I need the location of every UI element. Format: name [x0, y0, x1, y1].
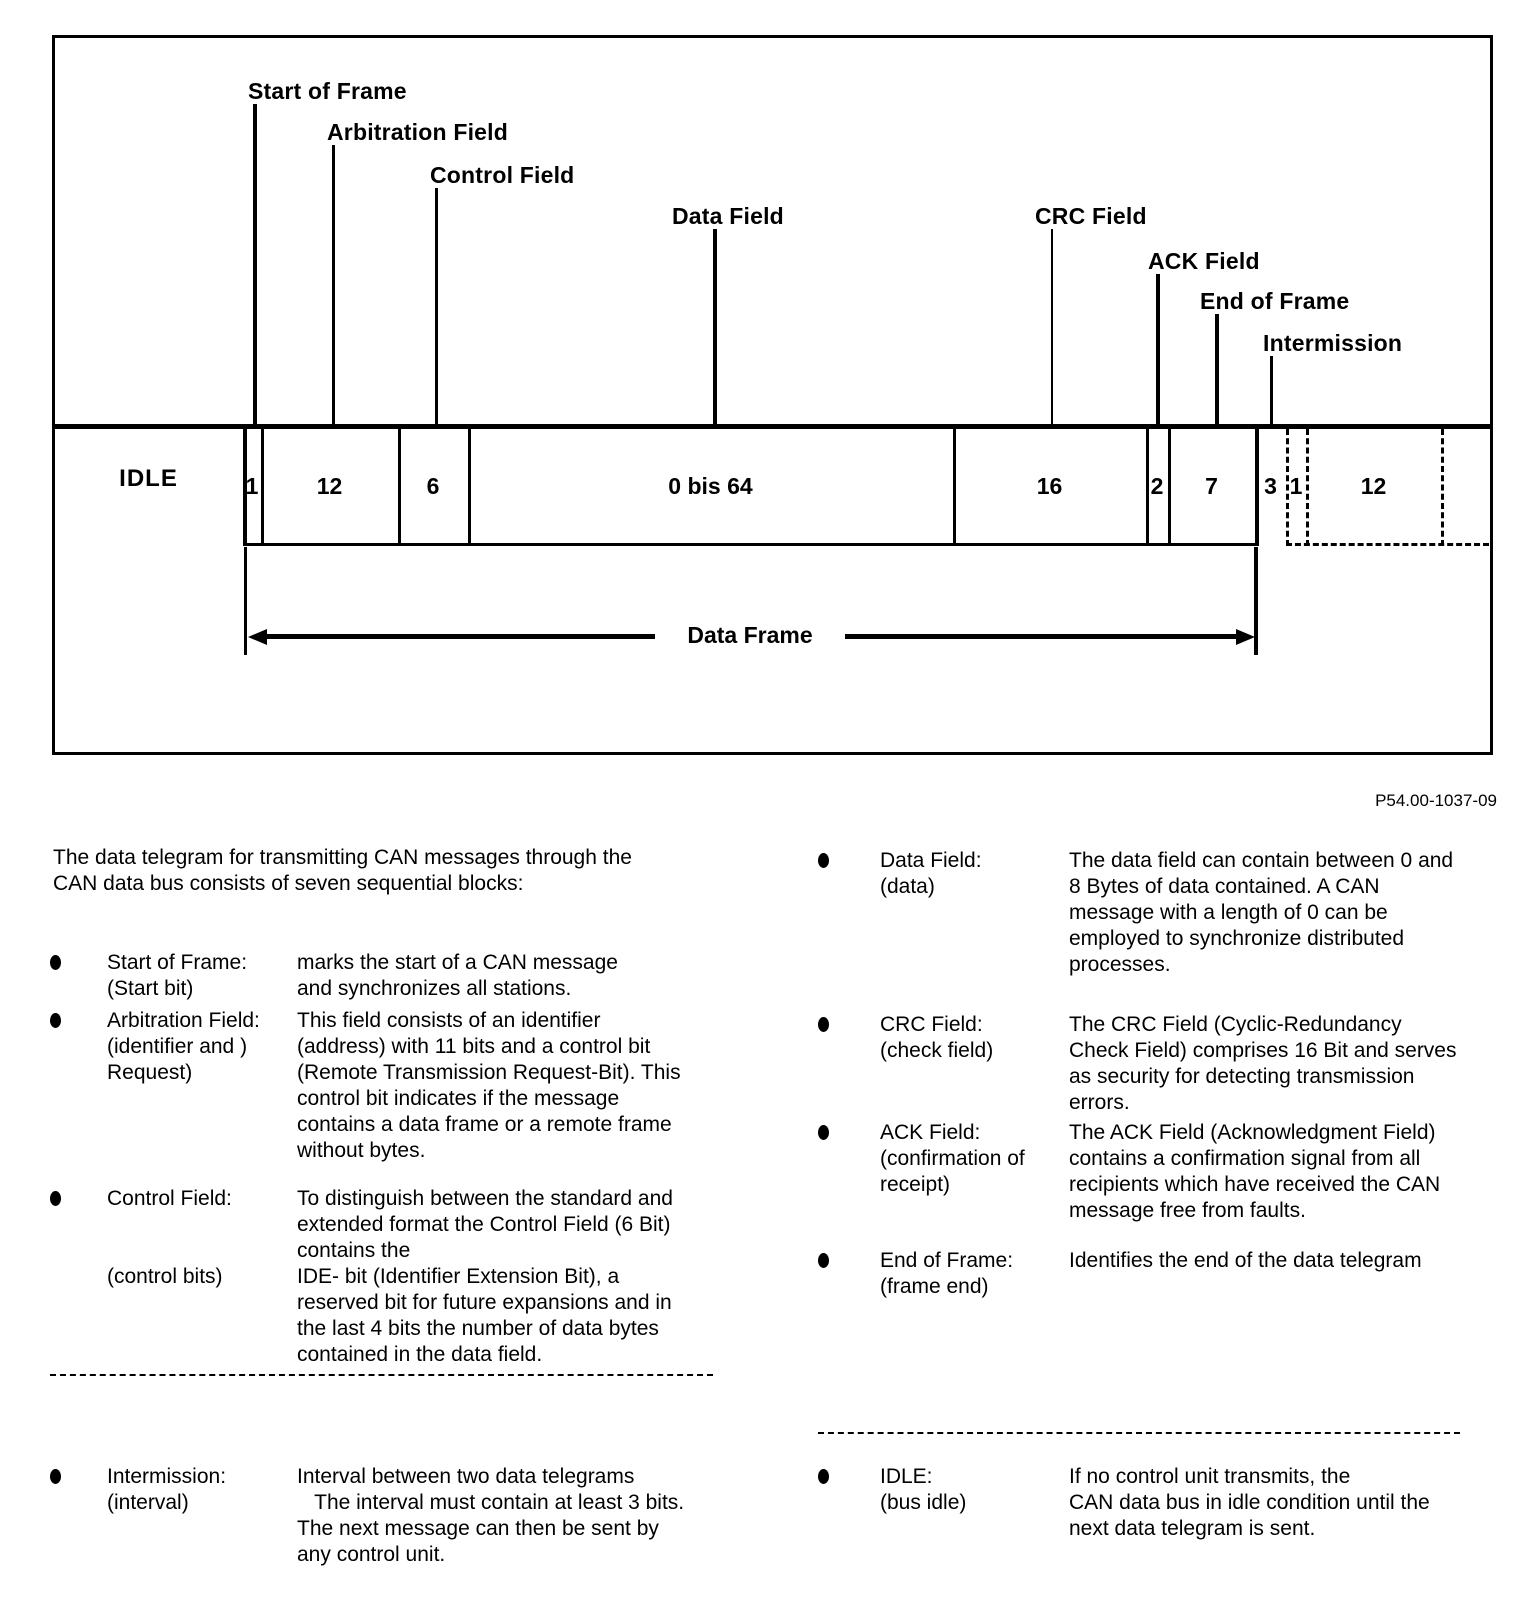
definition-item: [818, 1012, 1457, 1116]
description-column: [297, 950, 618, 1002]
field-label: Data Field: [672, 203, 784, 229]
term-line: [107, 1238, 297, 1264]
term-line: End of Frame:: [880, 1249, 1014, 1272]
field-leader-line: [1215, 314, 1219, 424]
description-line: message free from faults.: [1069, 1199, 1306, 1222]
dataframe-label: Data Frame: [687, 622, 813, 648]
term-line: (bus idle): [880, 1491, 967, 1514]
definition-item-grid: [818, 1012, 1457, 1116]
description-column: [1069, 848, 1453, 978]
definition-item: [50, 1008, 681, 1164]
field-leader-line: [253, 104, 257, 424]
description-line: contains a data frame or a remote frame: [297, 1113, 672, 1136]
term-column: [880, 1120, 1069, 1224]
description-line: This field consists of an identifier: [297, 1009, 601, 1032]
term-line: (Start bit): [107, 977, 194, 1000]
field-leader-line: [332, 145, 335, 424]
bullet-icon: [818, 1469, 829, 1484]
bullet-cell: [818, 848, 880, 978]
idle-label: IDLE: [119, 465, 178, 492]
bullet-icon: [50, 1191, 61, 1206]
description-column: [297, 1186, 673, 1368]
intro-paragraph: [53, 845, 632, 897]
term-line: (confirmation of: [880, 1147, 1025, 1170]
segment-bottom-line-dashed: [1286, 543, 1489, 546]
definition-item-grid: [50, 1008, 681, 1164]
bullet-cell: [50, 1008, 107, 1164]
description-line: contains the: [297, 1239, 411, 1262]
field-label: Intermission: [1263, 330, 1403, 356]
description-line: Interval between two data telegrams: [297, 1465, 635, 1488]
segment-value: 3: [1264, 472, 1277, 499]
bullet-cell: [818, 1464, 880, 1542]
description-line: any control unit.: [297, 1543, 446, 1566]
description-column: [1069, 1120, 1440, 1224]
description-line: marks the start of a CAN message: [297, 951, 618, 974]
description-line: (Remote Transmission Request-Bit). This: [297, 1061, 681, 1084]
description-line: processes.: [1069, 953, 1171, 976]
definition-item-grid: [50, 950, 618, 1002]
description-line: recipients which have received the CAN: [1069, 1173, 1441, 1196]
description-line: the last 4 bits the number of data bytes: [297, 1317, 659, 1340]
segment-value: 12: [1360, 472, 1387, 499]
term-column: [880, 1248, 1069, 1300]
definition-item: [50, 1186, 673, 1368]
definition-item: [50, 1464, 684, 1568]
definition-item-grid: [818, 1464, 1430, 1542]
term-line: Intermission:: [107, 1465, 227, 1488]
description-line: The interval must contain at least 3 bits.: [297, 1491, 685, 1514]
segment-value: 2: [1150, 472, 1164, 499]
term-line: Data Field:: [880, 849, 982, 872]
definition-item: [818, 1464, 1430, 1542]
bullet-icon: [818, 1125, 829, 1140]
field-label: CRC Field: [1035, 203, 1147, 229]
description-line: without bytes.: [297, 1139, 426, 1162]
term-line: (check field): [880, 1039, 994, 1062]
description-column: [1069, 1012, 1457, 1116]
intro-line: The data telegram for transmitting CAN messages through the: [53, 846, 632, 869]
term-line: receipt): [880, 1173, 951, 1196]
description-line: employed to synchronize distributed: [1069, 927, 1405, 950]
field-leader-line: [435, 188, 438, 424]
term-column: [107, 950, 297, 1002]
segment-divider-dashed: [1441, 429, 1444, 546]
description-column: [297, 1464, 684, 1568]
field-label: Control Field: [430, 162, 575, 188]
term-column: [107, 1008, 297, 1164]
description-line: 8 Bytes of data contained. A CAN: [1069, 875, 1380, 898]
segment-bottom-line: [243, 543, 1258, 546]
description-line: extended format the Control Field (6 Bit): [297, 1213, 671, 1236]
term-column: [880, 1012, 1069, 1116]
field-leader-line: [1270, 356, 1273, 424]
field-label: ACK Field: [1148, 248, 1260, 274]
definition-item: [818, 1248, 1422, 1300]
intro-line: CAN data bus consists of seven sequential blocks:: [53, 872, 524, 895]
description-line: IDE- bit (Identifier Extension Bit), a: [297, 1265, 620, 1288]
bullet-icon: [818, 1017, 829, 1032]
segment-value: 6: [426, 472, 440, 499]
definition-item-grid: [50, 1464, 684, 1568]
section-separator-left: [50, 1374, 713, 1376]
term-line: (data): [880, 875, 935, 898]
description-line: contained in the data field.: [297, 1343, 543, 1366]
definition-item-grid: [818, 1248, 1422, 1300]
description-line: The CRC Field (Cyclic-Redundancy: [1069, 1013, 1402, 1036]
term-line: Start of Frame:: [107, 951, 248, 974]
description-line: If no control unit transmits, the: [1069, 1465, 1351, 1488]
segment-value: 12: [316, 472, 343, 499]
bullet-cell: [818, 1120, 880, 1224]
description-line: To distinguish between the standard and: [297, 1187, 673, 1210]
segment-value: 1: [245, 472, 259, 499]
dataframe-terminator-left: [244, 547, 247, 655]
field-leader-line: [1051, 229, 1053, 424]
field-label: End of Frame: [1200, 288, 1350, 314]
term-line: Request): [107, 1061, 193, 1084]
dataframe-arrow-line-right: [845, 634, 1240, 639]
definition-item: [50, 950, 618, 1002]
description-line: The next message can then be sent by: [297, 1517, 659, 1540]
field-leader-line: [1156, 274, 1160, 424]
bullet-cell: [818, 1248, 880, 1300]
bullet-icon: [818, 1253, 829, 1268]
description-line: contains a confirmation signal from all: [1069, 1147, 1421, 1170]
description-line: next data telegram is sent.: [1069, 1517, 1316, 1540]
description-line: The data field can contain between 0 and: [1069, 849, 1454, 872]
bullet-cell: [50, 950, 107, 1002]
description-column: [1069, 1248, 1422, 1300]
term-line: (interval): [107, 1491, 189, 1514]
description-line: and synchronizes all stations.: [297, 977, 572, 1000]
field-leader-line: [713, 229, 717, 424]
definition-item: [818, 848, 1453, 978]
dataframe-arrow-line-left: [262, 634, 655, 639]
term-column: [107, 1186, 297, 1368]
bullet-icon: [50, 955, 61, 970]
term-line: CRC Field:: [880, 1013, 983, 1036]
description-line: errors.: [1069, 1091, 1130, 1114]
term-line: Arbitration Field:: [107, 1009, 260, 1032]
description-line: The ACK Field (Acknowledgment Field): [1069, 1121, 1436, 1144]
segment-value: 0 bis 64: [668, 472, 753, 499]
bullet-cell: [50, 1464, 107, 1568]
term-line: Control Field:: [107, 1187, 232, 1210]
bullet-cell: [50, 1186, 107, 1368]
description-line: control bit indicates if the message: [297, 1087, 620, 1110]
description-column: [297, 1008, 681, 1164]
figure-code: P54.00-1037-09: [1375, 791, 1497, 810]
bullet-cell: [818, 1012, 880, 1116]
field-label: Arbitration Field: [327, 119, 509, 145]
term-line: [107, 1212, 297, 1238]
description-line: message with a length of 0 can be: [1069, 901, 1388, 924]
definition-item-grid: [50, 1186, 673, 1368]
description-line: CAN data bus in idle condition until the: [1069, 1491, 1430, 1514]
bullet-icon: [50, 1469, 61, 1484]
segment-value: 7: [1205, 472, 1218, 499]
term-line: (frame end): [880, 1275, 989, 1298]
description-line: (address) with 11 bits and a control bit: [297, 1035, 651, 1058]
term-column: [880, 848, 1069, 978]
section-separator-right: [818, 1432, 1460, 1434]
definition-item-grid: [818, 1120, 1440, 1224]
definition-item: [818, 1120, 1440, 1224]
term-line: IDLE:: [880, 1465, 933, 1488]
description-line: Check Field) comprises 16 Bit and serves: [1069, 1039, 1457, 1062]
description-column: [1069, 1464, 1430, 1542]
segment-value: 16: [1036, 472, 1063, 499]
term-line: (identifier and ): [107, 1035, 248, 1058]
field-label: Start of Frame: [248, 78, 407, 104]
term-line: (control bits): [107, 1265, 223, 1288]
description-line: reserved bit for future expansions and in: [297, 1291, 672, 1314]
bullet-icon: [50, 1013, 61, 1028]
segment-value: 1: [1289, 472, 1303, 499]
term-column: [107, 1464, 297, 1568]
description-line: as security for detecting transmission: [1069, 1065, 1415, 1088]
term-line: ACK Field:: [880, 1121, 981, 1144]
definition-item-grid: [818, 848, 1453, 978]
bullet-icon: [818, 853, 829, 868]
description-line: Identifies the end of the data telegram: [1069, 1249, 1422, 1272]
term-column: [880, 1464, 1069, 1542]
